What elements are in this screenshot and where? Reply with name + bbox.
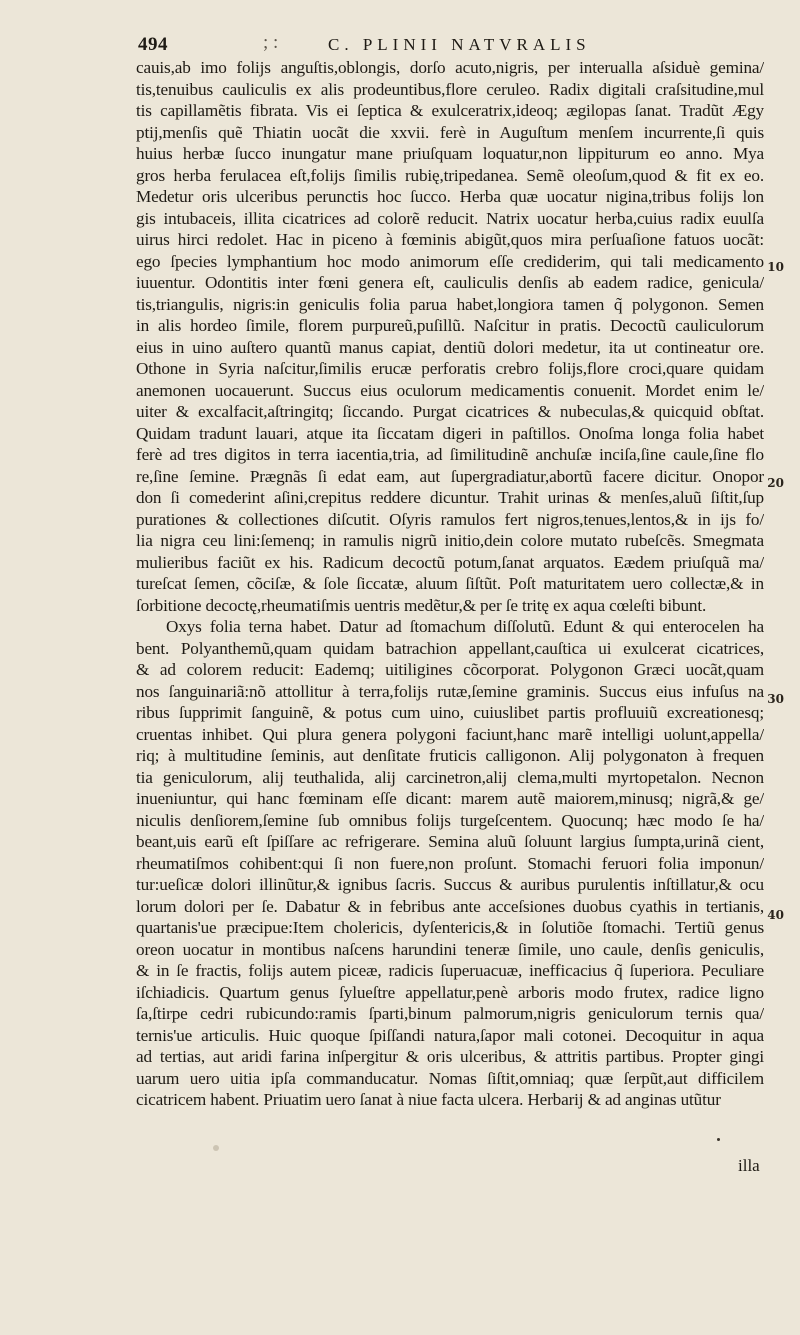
text-line: huius herbæ ſucco inungatur mane priuſquam loquatur,non lippiturum eo anno. Mya — [136, 144, 764, 163]
page-header — [138, 34, 758, 56]
text-line: ſa,ſtirpe cedri rubicundo:ramis ſparti,binum palmorum,nigris geniculorum ternis qua/ — [136, 1004, 764, 1023]
text-line: re,ſine ſemine. Prægnãs ſi edat eam, aut ſupergradiatur,abortũ facere dicitur. Onopor — [136, 466, 764, 486]
text-line: lia nigra ceu lini:ſemenq; in ramulis nigrũ initio,dein colore mutato rubeſcẽs. Smegmata — [136, 531, 764, 550]
text-line: quartanis'ue præcipue:Item cholericis, dyſentericis,& in ſolutiõe ſtomachi. Tertiũ genus — [136, 918, 764, 937]
text-line: uarum uero uitia ipſa commanducatur. Nomas ſiſtit,omniaq; quæ ſerpũt,aut difficilem — [136, 1068, 764, 1088]
text-line: bent. Polyanthemũ,quam quidam batrachion appellant,cauſtica ui exulcerat cicatrices, — [136, 638, 764, 658]
text-line: gis intubaceis, illita cicatrices ad colorẽ reducit. Natrix uocatur herba,cuius radix euulſa — [136, 208, 764, 228]
text-line: nos ſanguinariã:nõ attollitur à terra,folijs rutæ,ſemine graminis. Succus eius infuſus na — [136, 681, 764, 701]
text-line: uirus hirci redolet. Hac in piceno à fœminis abigũt,quos mira perſuaſione fatuos uocãt: — [136, 230, 764, 249]
text-line: ternis'ue articulis. Huic quoque ſpiſſandi natura,ſapor mali cotonei. Decoquitur in aqua — [136, 1025, 764, 1045]
text-line: don ſi comederint aſini,crepitus reddere dicuntur. Trahit urinas & menſes,aluũ ſiſtit,ſup — [136, 488, 764, 507]
text-line: mulieribus faciũt ex his. Radicum decoctũ potum,ſanat arquatos. Eædem priuſquã ma/ — [136, 552, 764, 572]
text-line: ego ſpecies lymphantium hoc modo animorum eſſe crediderim, qui tali medicamento — [136, 251, 764, 271]
text-line: ribus ſupprimit ſanguinẽ, & potus cum uino, cuiuslibet partis profluuiũ excreationesq; — [136, 703, 764, 722]
text-line: ſorbitione decoctę,rheumatiſmis uentris medẽtur,& per ſe tritę ex aqua cœleſti bibunt. — [136, 595, 707, 615]
text-line: iſchiadicis. Quartum genus ſylueſtre appellatur,penè arboris modo frutex, radice ligno — [136, 982, 764, 1002]
text-line: rheumatiſmos cohibent:qui ſi non fuere,non proſunt. Stomachi feruori folia imponun/ — [136, 853, 764, 873]
margin-line-number: 20 — [767, 476, 784, 490]
text-line: gros herba ferulacea eſt,folijs ſimilis rubię,tripedanea. Semẽ oleoſum,quod & fit ex eo. — [136, 165, 764, 185]
text-line: anemonen uocauerunt. Succus eius oculorum medicamentis conuenit. Mordet enim le/ — [136, 380, 764, 400]
page-smudge — [213, 1145, 219, 1151]
text-line: tis,triangulis, nigris:in geniculis folia parua habet,longiora tamen q̃ polygonon. Semen — [136, 294, 764, 314]
catchword: illa — [738, 1156, 760, 1175]
text-line: oreon uocatur in montibus naſcens harundini teneræ ſimile, uno caule, denſis geniculis, — [136, 939, 764, 959]
text-line: Medetur oris ulceribus perunctis hoc ſucco. Herba quæ uocatur nigina,tribus folijs lon — [136, 187, 764, 206]
text-line: purationes & collectiones diſcutit. Oſyris ramulos fert nigros,tenues,lentos,& in ijs fo/ — [136, 509, 764, 529]
text-line: & ad colorem reducit: Eademq; uitiligines cõcorporat. Polygonon Græci uocãt,quam — [136, 660, 764, 679]
text-line: eius in uino auſtero quantũ manus capiat, dentiũ dolori medetur, ita ut contineatur ore. — [136, 337, 764, 357]
text-line: ferè ad tres digitos in terra iacentia,tria, ad ſimilitudinẽ anchuſæ inciſa,ſine caule,ſine flo — [136, 445, 764, 464]
text-line: uiter & excalfacit,aſtringitq; ſiccando. Purgat cicatrices & nubeculas,& quicquid obſtat. — [136, 402, 764, 421]
text-line: tis capillamẽtis fibrata. Vis ei ſeptica & exulceratrix,ideoq; ægilopas ſanat. Tradũt Ægy — [136, 101, 764, 120]
text-line: riq; à multitudine ſeminis, aut denſitate fruticis calligonon. Alij polygonaton à frequen — [136, 746, 764, 765]
margin-line-number: 40 — [767, 908, 784, 922]
text-line: lorum dolori per ſe. Dabatur & in febribus ante acceſsiones duobus cyathis in tertianis, — [136, 896, 764, 916]
running-title: C. PLINII NATVRALIS — [328, 35, 591, 54]
text-line: in alis hordeo ſimile, florem purpureũ,puſillũ. Naſcitur in pratis. Decoctũ cauliculorum — [136, 316, 764, 335]
text-line: cauis,ab imo folijs anguſtis,oblongis, dorſo acuto,nigris, per interualla aſsiduè gemina/ — [136, 58, 764, 77]
text-line: cruentas inhibet. Qui plura genera polygoni faciunt,hanc marẽ intelligi uolunt,appella/ — [136, 724, 764, 744]
margin-line-number: 30 — [767, 692, 784, 706]
text-line: iuuentur. Odontitis inter fœni genera eſt, cauliculis denſis ab eadem radice, genicula/ — [136, 273, 764, 292]
text-line: & in ſe fractis, folijs autem piceæ, radicis ſuperuacuæ, inefficacius q̃ ſuperiora. Peculiare — [136, 961, 764, 980]
margin-line-number: 10 — [767, 260, 784, 274]
text-line: niculis denſiorem,ſemine ſub omnibus folijs turgeſcentem. Quocunq; hæc modo ſe ha/ — [136, 810, 764, 830]
text-line: tureſcat ſemen, cõciſæ, & ſole ſiccatæ, aluum ſiſtũt. Poſt maturitatem uero collectæ,& in — [136, 574, 764, 593]
text-column — [136, 57, 764, 1111]
header-ornament: ; : — [263, 32, 279, 53]
text-line: Othone in Syria naſcitur,ſimilis erucæ perforatis crebro folijs,flore croci,quare quidam — [136, 359, 764, 378]
text-line: tia geniculorum, alij teuthalida, alij carcinetron,alij clema,multi myrtopetalon. Necnon — [136, 767, 764, 787]
text-line: inueniuntur, qui hanc fœminam eſſe dicant: marem autẽ maiorem,minusq; nigrã,& ge/ — [136, 789, 764, 808]
text-line: ad tertias, aut aridi farina inſpergitur & oris ulceribus, & attritis partibus. Propter gingi — [136, 1047, 764, 1066]
text-line: cicatricem habent. Priuatim uero ſanat à niue facta ulcera. Herbarij & ad anginas utũtur — [136, 1090, 721, 1109]
page-number: 494 — [138, 34, 168, 55]
text-line: tis,tenuibus cauliculis ex alis prodeuntibus,flore ceruleo. Radix digitali craſsitudine,mul — [136, 79, 764, 99]
ink-mark — [717, 1138, 720, 1141]
text-line: tur:ueſicæ dolori illinũtur,& ignibus ſacris. Succus & auribus purulentis inſtillatur,& ocu — [136, 875, 764, 894]
text-line: Oxys folia terna habet. Datur ad ſtomachum diſſolutũ. Edunt & qui enterocelen ha — [166, 617, 764, 636]
text-line: beant,uis earũ eſt ſpiſſare ac refrigerare. Semina aluũ ſoluunt largius ſumpta,urinã cient, — [136, 832, 764, 851]
text-line: Quidam tradunt lauari, atque ita ſiccatam digeri in paſtillos. Onoſma longa folia habet — [136, 423, 764, 443]
text-line: ptij,menſis quẽ Thiatin uocãt die xxvii. ferè in Auguſtum menſem incurrente,ſi quis — [136, 122, 764, 142]
